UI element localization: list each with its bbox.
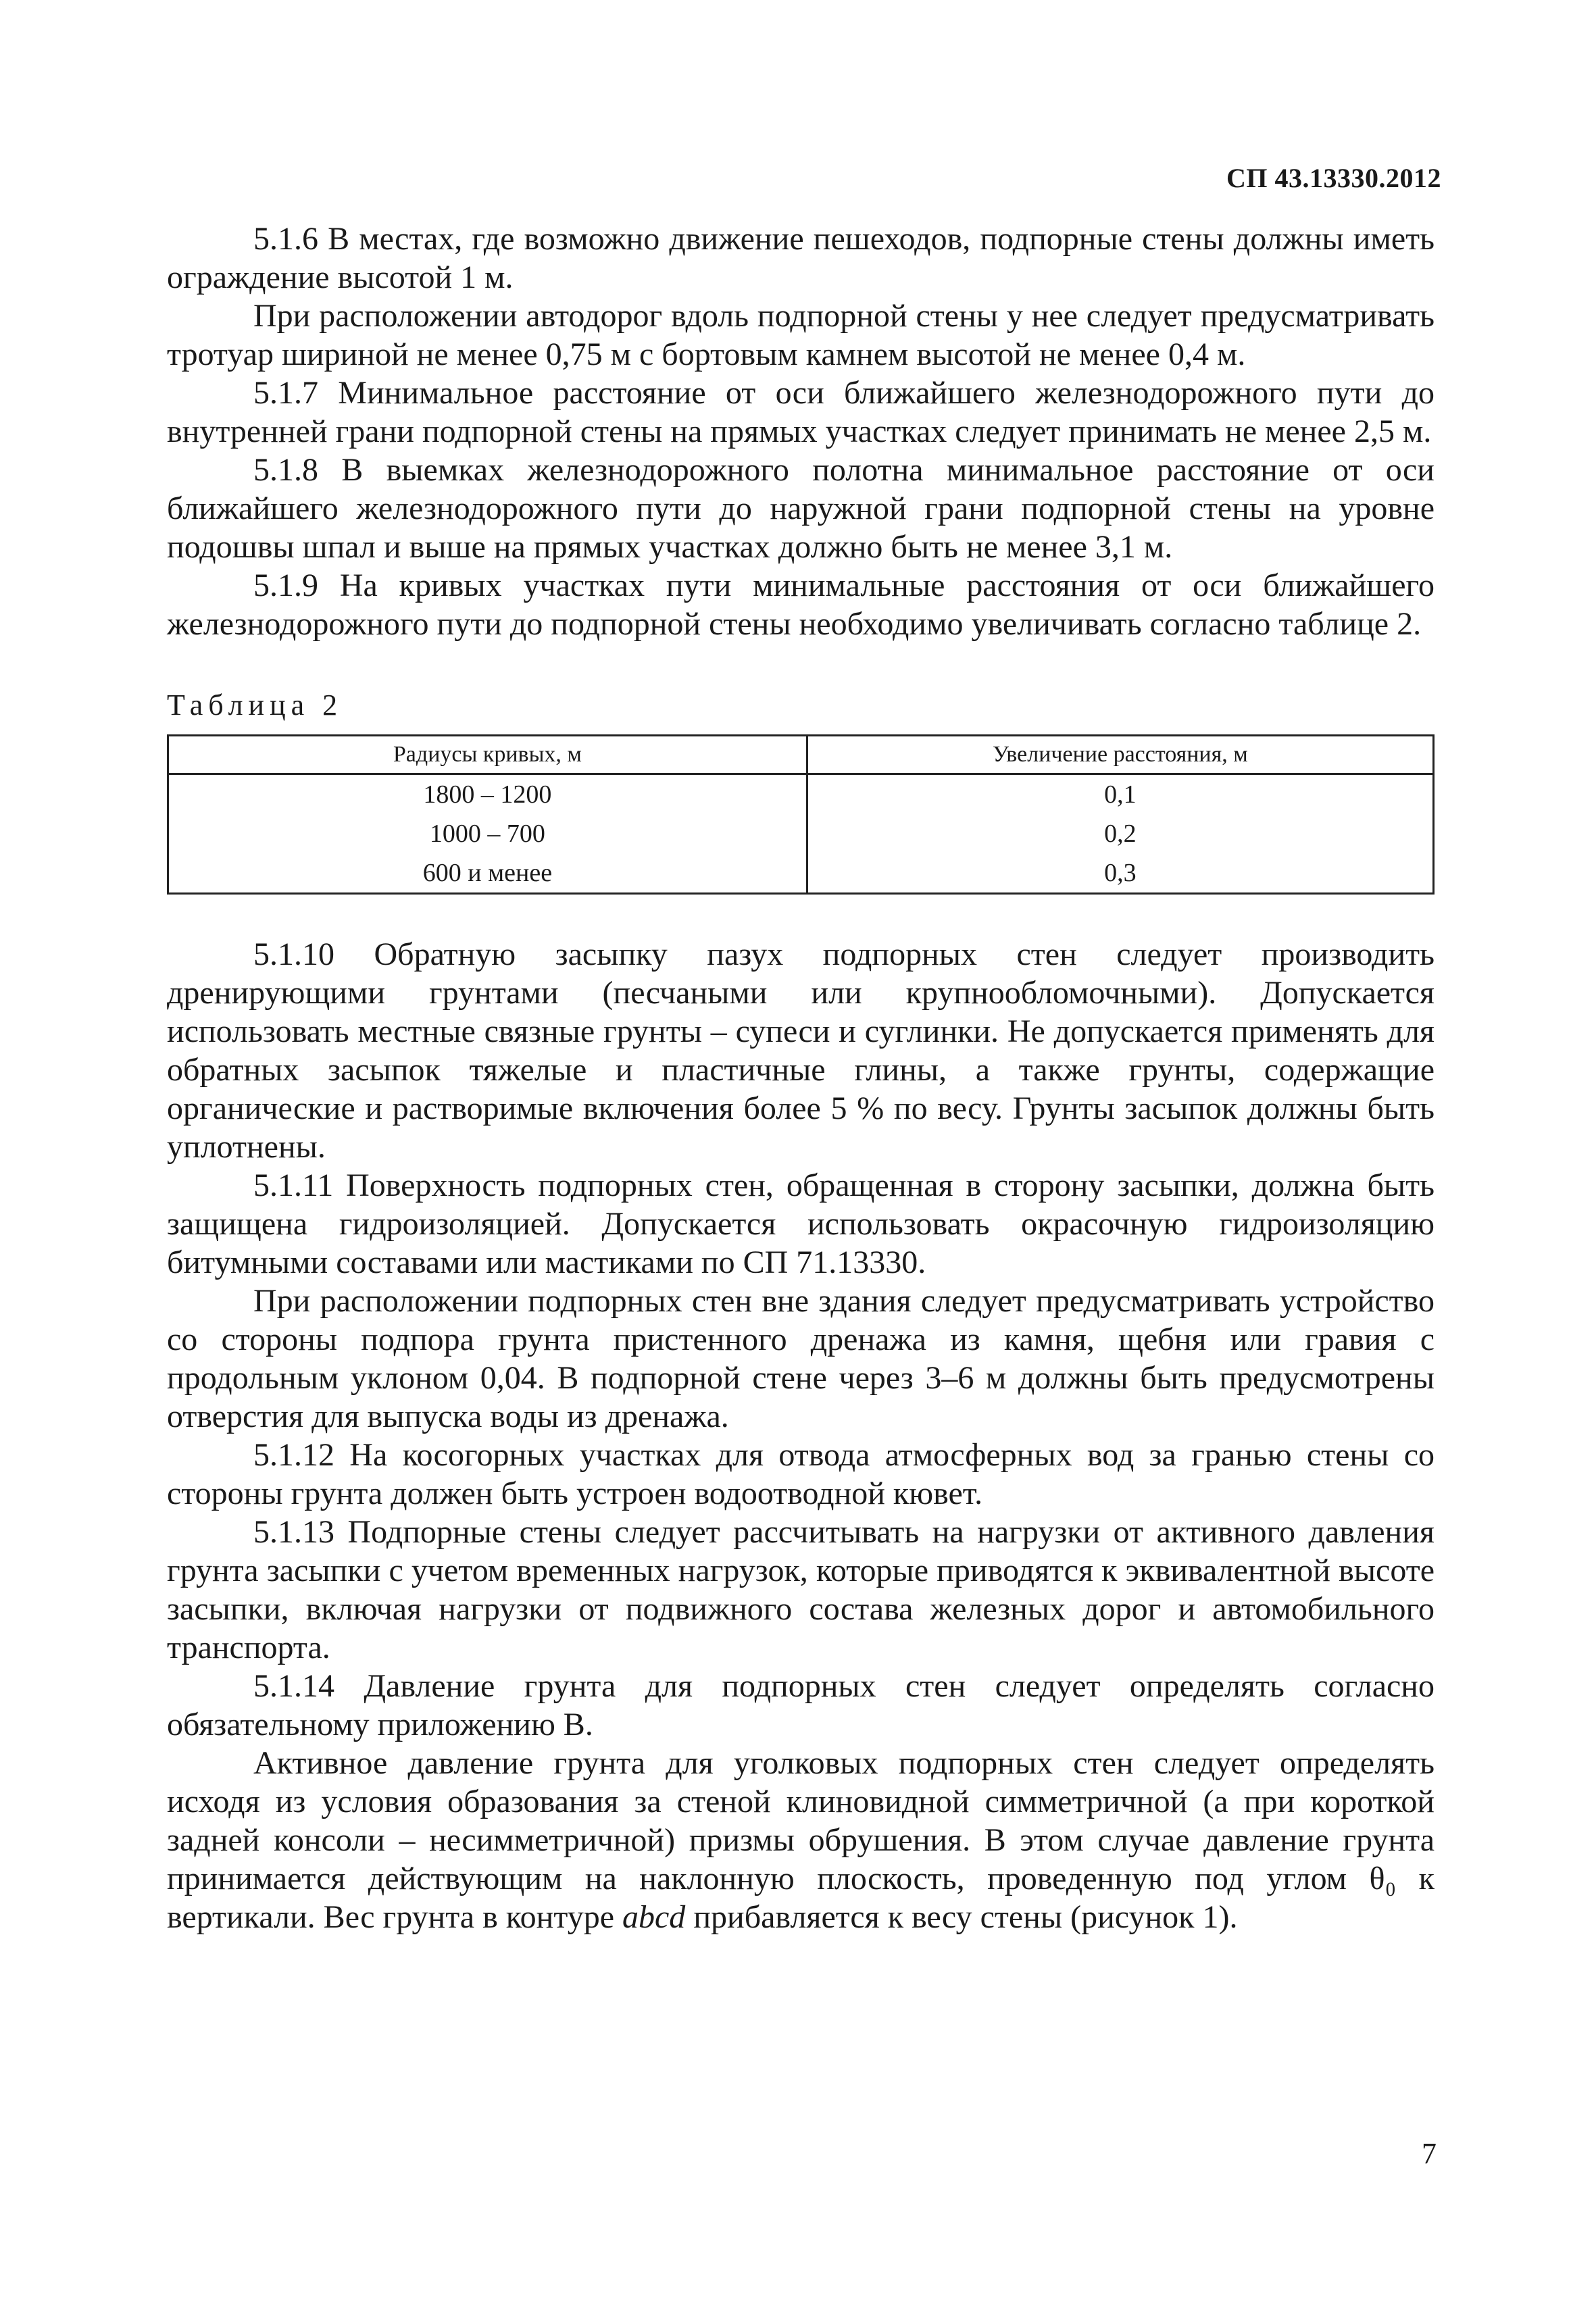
- paragraph-5-1-11: 5.1.11 Поверхность подпорных стен, обращенная в сторону засыпки, должна быть защищена гидроизоляцией. Допускается использовать окрасочную гидроизоляцию битумными составами или мастиками по СП 71.13330.: [167, 1167, 1435, 1280]
- page-content: [167, 220, 1435, 1936]
- paragraph-5-1-13: 5.1.13 Подпорные стены следует рассчитывать на нагрузки от активного давления грунта засыпки с учетом временных нагрузок, которые приводятся к эквивалентной высоте засыпки, включая нагрузки от подвижного состава железных дорог и автомобильного транспорта.: [167, 1514, 1435, 1665]
- table-row: [168, 853, 1434, 894]
- table-cell-increase: 0,1: [807, 774, 1433, 815]
- document-code-header: СП 43.13330.2012: [1226, 163, 1441, 193]
- table-row: [168, 774, 1434, 815]
- table-cell-increase: 0,2: [807, 814, 1433, 853]
- contour-label: abcd: [622, 1899, 686, 1935]
- active-pressure-text-end: прибавляется к весу стены (рисунок 1).: [685, 1899, 1238, 1935]
- paragraph-5-1-7: 5.1.7 Минимальное расстояние от оси ближайшего железнодорожного пути до внутренней грани подпорной стены на прямых участках следует принимать не менее 2,5 м.: [167, 375, 1435, 449]
- paragraph-sidewalk: При расположении автодорог вдоль подпорной стены у нее следует предусматривать тротуар шириной не менее 0,75 м с бортовым камнем высотой не менее 0,4 м.: [167, 298, 1435, 372]
- paragraph-5-1-12: 5.1.12 На косогорных участках для отвода атмосферных вод за гранью стены со стороны грунта должен быть устроен водоотводной кювет.: [167, 1437, 1435, 1511]
- table-cell-radius: 1800 – 1200: [168, 774, 807, 815]
- paragraph-5-1-8: 5.1.8 В выемках железнодорожного полотна минимальное расстояние от оси ближайшего железнодорожного пути до наружной грани подпорной стены на уровне подошвы шпал и выше на прямых участках должно быть не менее 3,1 м.: [167, 452, 1435, 565]
- paragraph-5-1-14: 5.1.14 Давление грунта для подпорных стен следует определять согласно обязательному приложению В.: [167, 1668, 1435, 1742]
- table-cell-radius: 1000 – 700: [168, 814, 807, 853]
- paragraph-5-1-9: 5.1.9 На кривых участках пути минимальные расстояния от оси ближайшего железнодорожного пути до подпорной стены необходимо увеличивать согласно таблице 2.: [167, 568, 1435, 642]
- table-header-increase: Увеличение расстояния, м: [807, 736, 1433, 774]
- paragraphs-top: [167, 220, 1435, 643]
- table-row: [168, 814, 1434, 853]
- table-caption: Таблица 2: [167, 688, 343, 722]
- paragraph-5-1-10: 5.1.10 Обратную засыпку пазух подпорных стен следует производить дренирующими грунтами (песчаными или крупнообломочными). Допускается использовать местные связные грунты – супеси и суглинки. Не допускается применять для обратных засыпок тяжелые и пластичные глины, а также грунты, содержащие органические и растворимые включения более 5 % по весу. Грунты засыпок должны быть уплотнены.: [167, 936, 1435, 1165]
- table-cell-increase: 0,3: [807, 853, 1433, 894]
- page-number: 7: [1422, 2137, 1437, 2170]
- paragraph-active-pressure: [167, 1744, 1435, 1936]
- paragraphs-bottom: [167, 935, 1435, 1936]
- active-pressure-text-start: Активное давление грунта для уголковых подпорных стен следует определять исходя из условия образования за стеной клиновидной симметричной (а при короткой задней консоли – несимметричной) призмы обрушения. В этом случае давление грунта принимается действующим на наклонную плоскость, проведенную под углом θ₀ к вертикали. Вес грунта в контуре: [167, 1745, 1435, 1935]
- table-header-radius: Радиусы кривых, м: [168, 736, 807, 774]
- curve-radius-table: [167, 734, 1435, 895]
- paragraph-5-1-6: 5.1.6 В местах, где возможно движение пешеходов, подпорные стены должны иметь ограждение высотой 1 м.: [167, 221, 1435, 295]
- table-cell-radius: 600 и менее: [168, 853, 807, 894]
- table-header-row: [168, 736, 1434, 774]
- paragraph-drainage: При расположении подпорных стен вне здания следует предусматривать устройство со стороны подпора грунта пристенного дренажа из камня, щебня или гравия с продольным уклоном 0,04. В подпорной стене через 3–6 м должны быть предусмотрены отверстия для выпуска воды из дренажа.: [167, 1283, 1435, 1434]
